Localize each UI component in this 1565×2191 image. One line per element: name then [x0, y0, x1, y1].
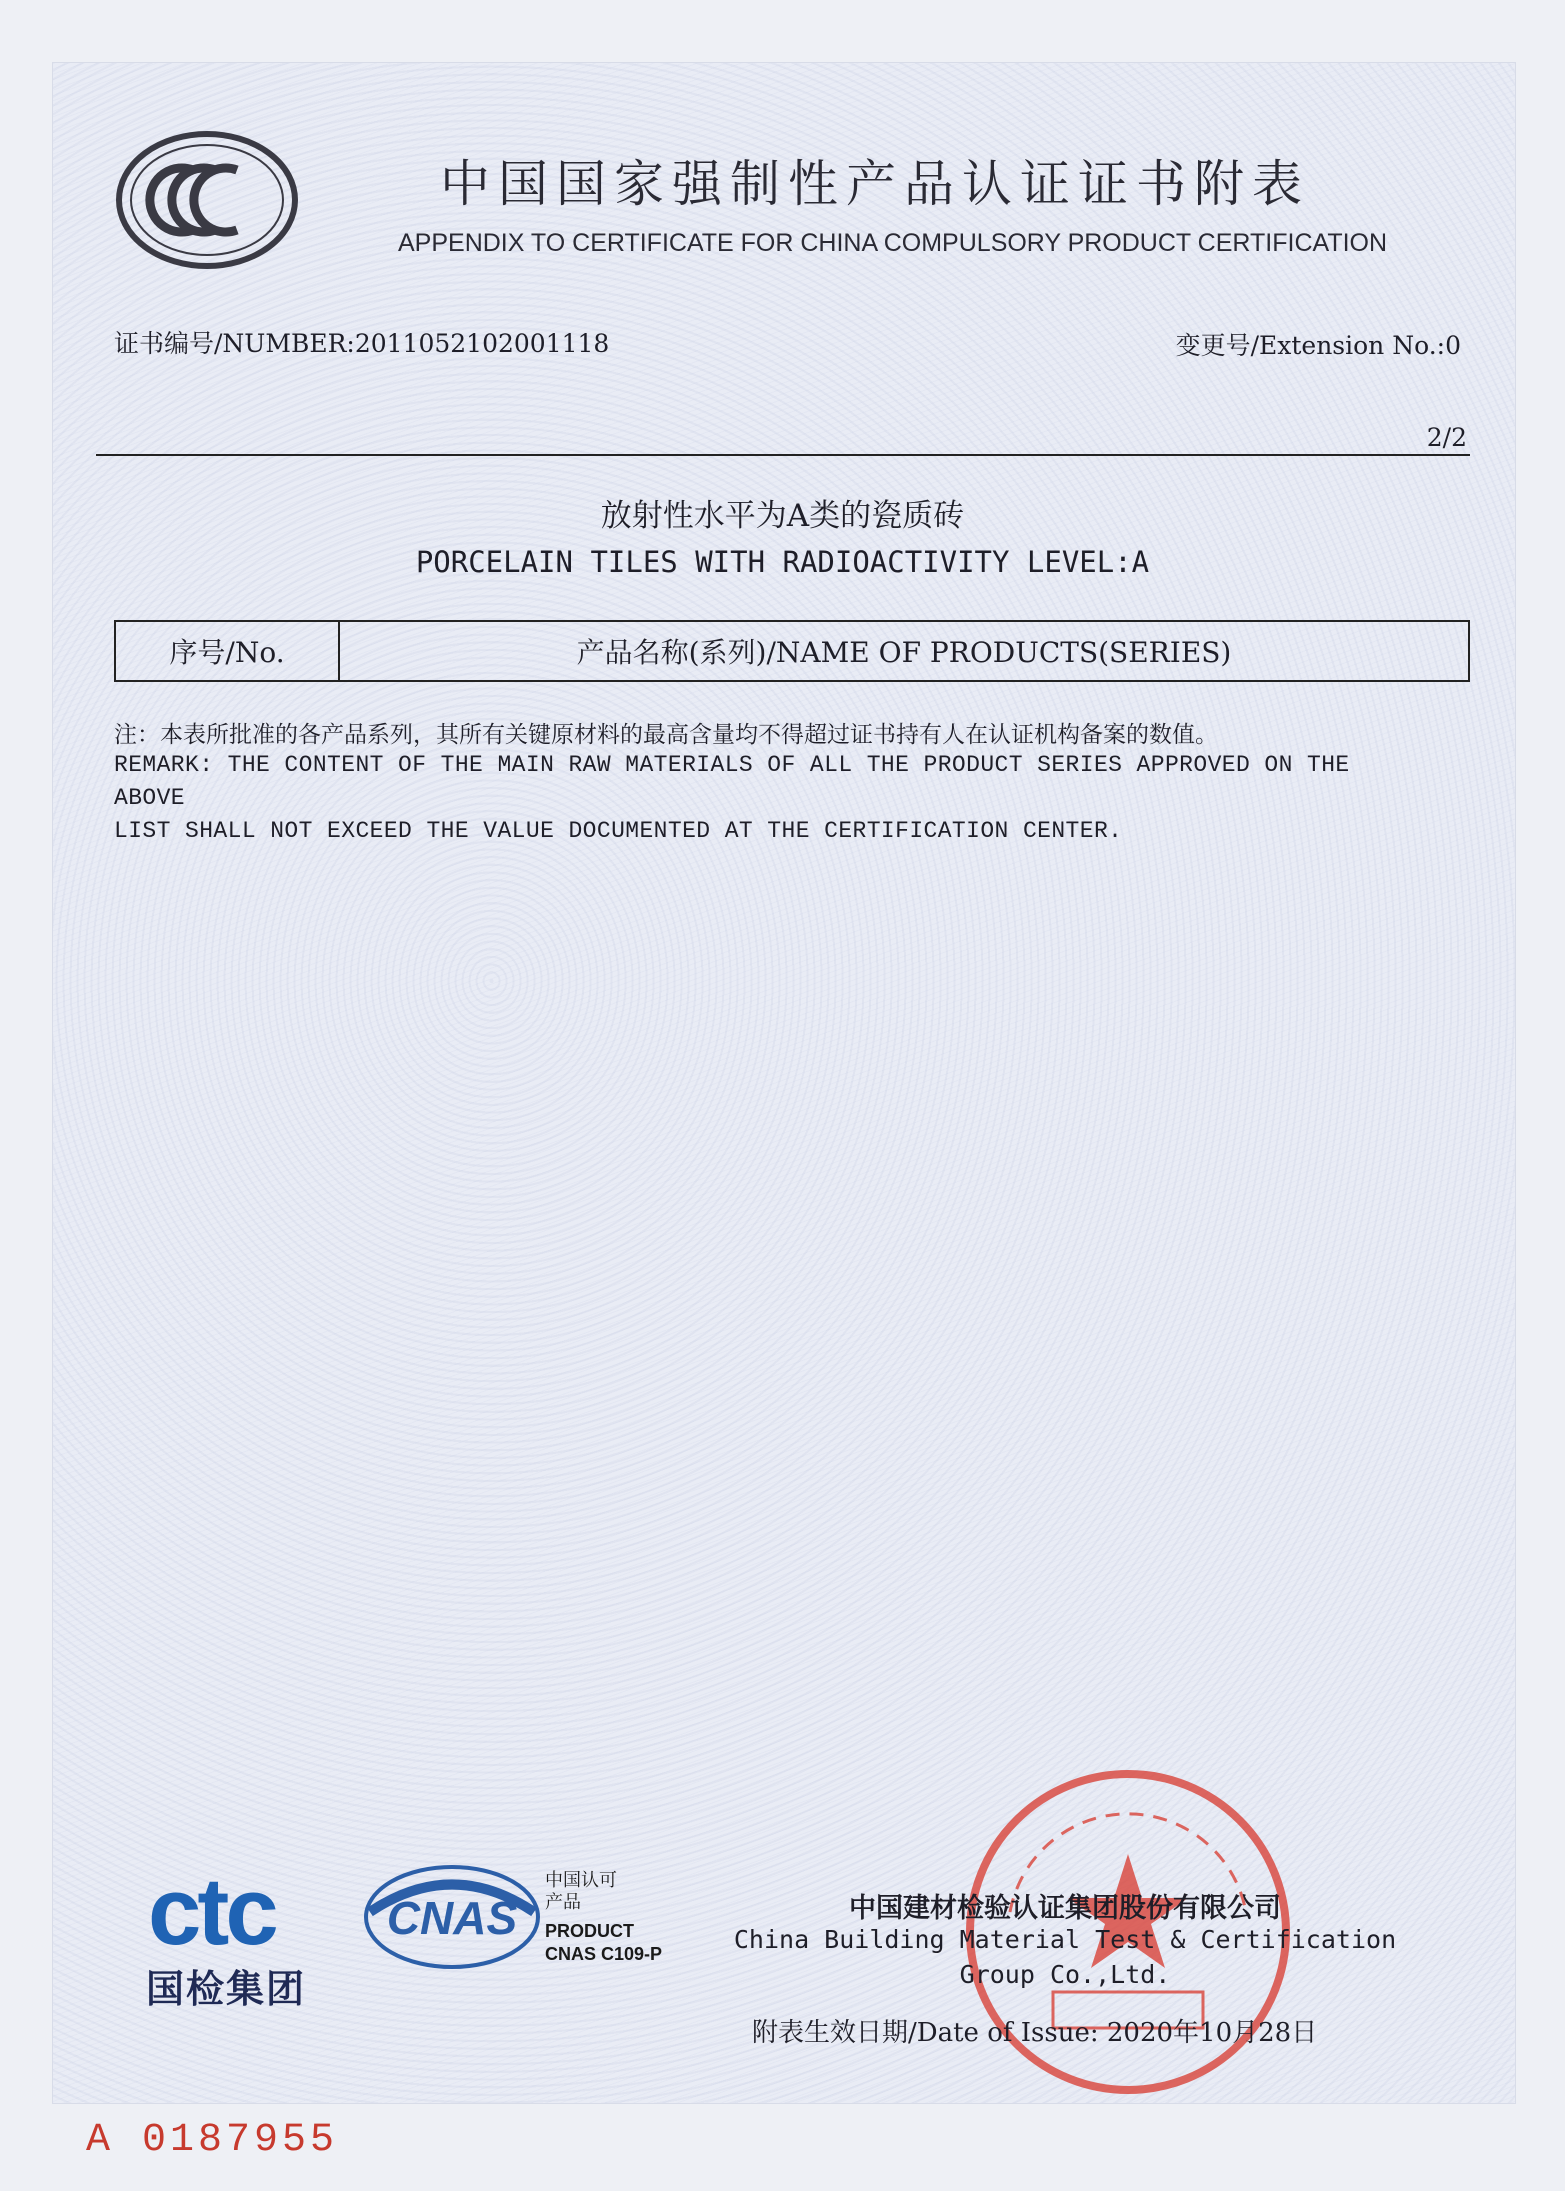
extension-number: 变更号/Extension No.:0 — [1175, 331, 1461, 360]
issuer-name-en — [705, 1922, 1425, 1992]
ctc-group-name: 国检集团 — [146, 1967, 307, 2011]
header-divider — [96, 454, 1470, 456]
remark-cn: 注：本表所批准的各产品系列，其所有关键原材料的最高含量均不得超过证书持有人在认证机构备案的数值。 — [114, 722, 1218, 748]
certificate-title-en: APPENDIX TO CERTIFICATE FOR CHINA COMPULSORY PRODUCT CERTIFICATION — [398, 229, 1388, 257]
cnas-accreditation-cn — [545, 1870, 617, 1914]
ccc-logo-icon — [115, 130, 300, 270]
cnas-accreditation-en-text: PRODUCT CNAS C109-P — [545, 1921, 663, 1964]
issuer-name-cn: 中国建材检验认证集团股份有限公司 — [849, 1893, 1281, 1924]
product-name-cn: 放射性水平为A类的瓷质砖 — [600, 498, 965, 534]
serial-number: A 0187955 — [86, 2118, 339, 2163]
issue-date: 附表生效日期/Date of Issue: 2020年10月28日 — [752, 2018, 1318, 2048]
products-table-header — [114, 620, 1470, 682]
certificate-title-cn: 中国国家强制性产品认证证书附表 — [440, 155, 1310, 213]
svg-text:CNAS: CNAS — [386, 1892, 518, 1944]
column-header-product-name: 产品名称(系列)/NAME OF PRODUCTS(SERIES) — [576, 636, 1232, 669]
product-name-en: PORCELAIN TILES WITH RADIOACTIVITY LEVEL:A — [415, 545, 1150, 579]
certificate-number: 证书编号/NUMBER:2011052102001118 — [114, 329, 610, 358]
cnas-logo-icon — [362, 1862, 542, 1972]
column-header-number: 序号/No. — [116, 622, 340, 680]
issuer-name-en-text: China Building Material Test & Certification Group Co.,Ltd. — [733, 1925, 1397, 1989]
cnas-accreditation-cn-text: 中国认可 产品 — [545, 1870, 617, 1913]
svg-text:ctc: ctc — [148, 1862, 275, 1965]
cnas-accreditation-en — [545, 1920, 662, 1966]
page-number: 2/2 — [1426, 423, 1467, 452]
remark-en: REMARK: THE CONTENT OF THE MAIN RAW MATERIALS OF ALL THE PRODUCT SERIES APPROVED ON THE ABOVE LIST SHALL NOT EXCEED THE VALUE DOCUMENTED AT THE CERTIFICATION CENTER. — [114, 752, 1350, 844]
